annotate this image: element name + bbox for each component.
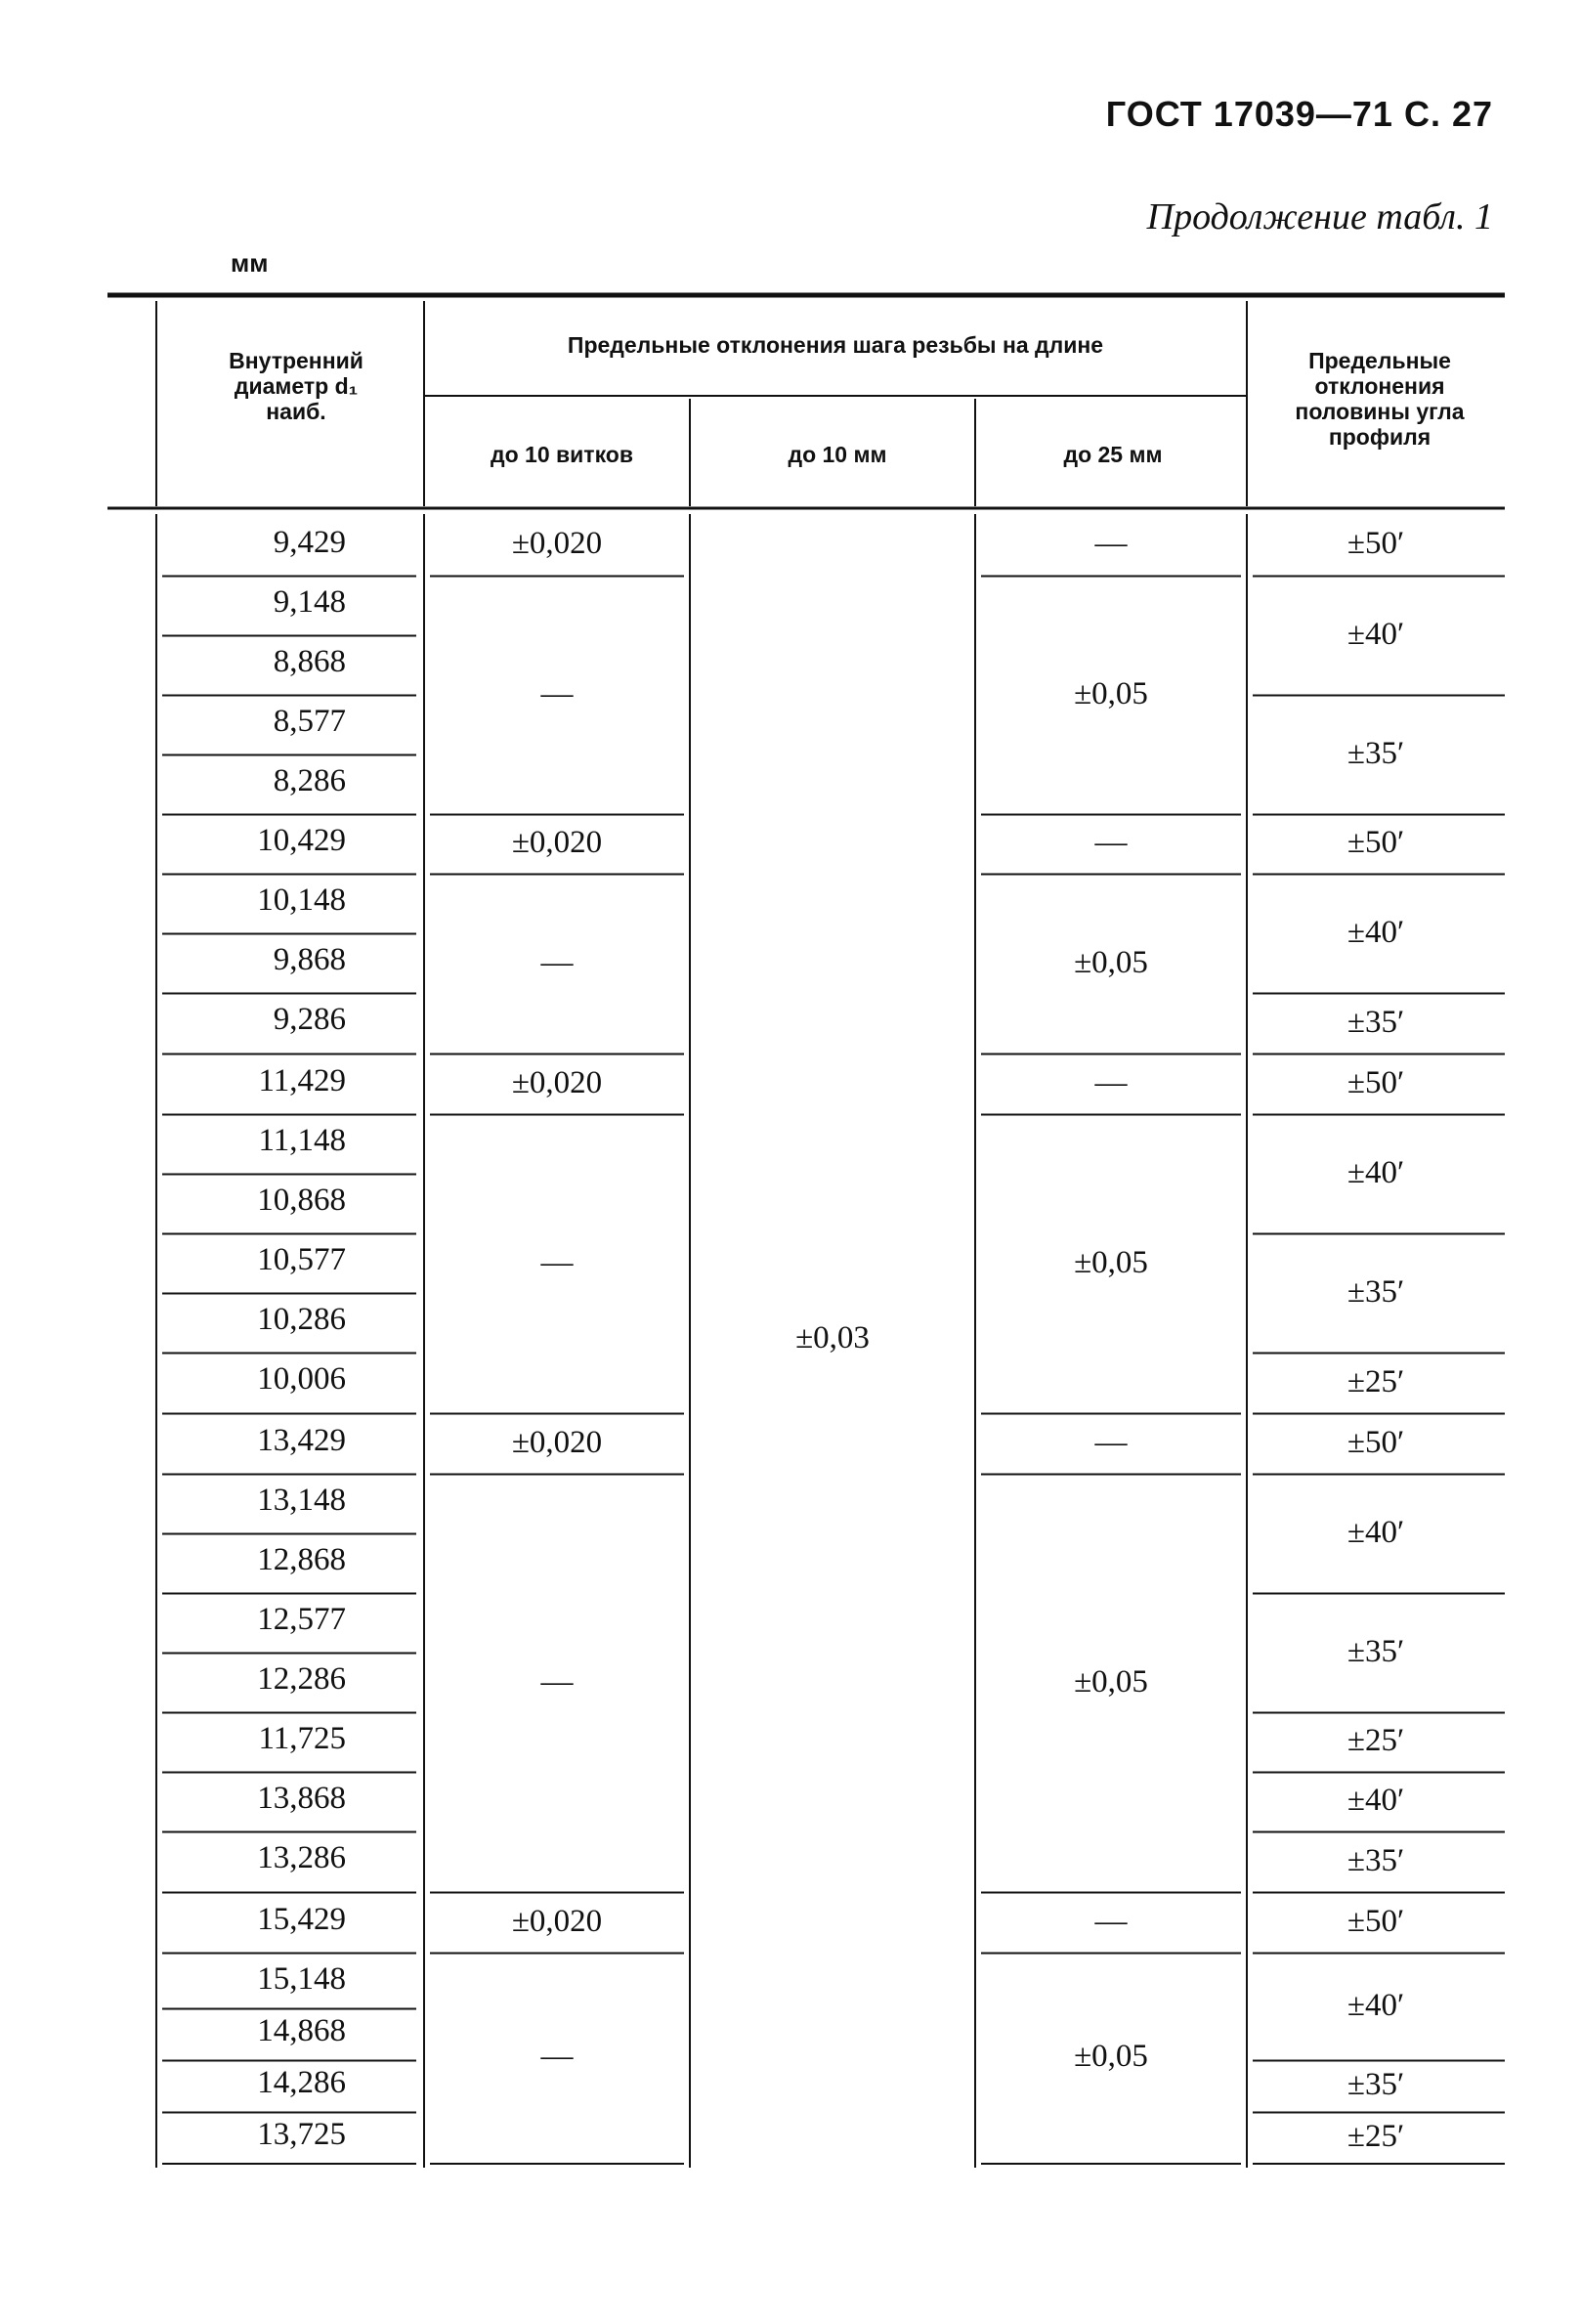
cell-up-to-25-mm: — <box>1094 825 1128 860</box>
cell-inner-diameter: 12,868 <box>257 1542 346 1577</box>
cell-half-angle-deviation: ±35′ <box>1346 1842 1405 1878</box>
cell-up-to-25-mm: ±0,05 <box>1074 2039 1148 2075</box>
cell-half-angle-deviation: ±40′ <box>1346 1987 1405 2023</box>
cell-inner-diameter: 10,429 <box>257 823 346 858</box>
cell-up-to-25-mm: — <box>1094 1903 1128 1939</box>
cell-half-angle-deviation: ±40′ <box>1346 1514 1405 1550</box>
header-inner-diameter <box>164 348 428 424</box>
cell-up-to-25-mm: — <box>1094 526 1128 562</box>
cell-inner-diameter: 13,429 <box>257 1423 346 1458</box>
cell-up-to-10-turns: — <box>540 1244 574 1280</box>
cell-up-to-10-turns: ±0,020 <box>511 1903 603 1939</box>
cell-half-angle-deviation: ±50′ <box>1346 1064 1405 1100</box>
cell-inner-diameter: 11,725 <box>258 1721 346 1756</box>
cell-half-angle-deviation: ±40′ <box>1346 1154 1405 1190</box>
cell-inner-diameter: 8,868 <box>273 644 346 679</box>
cell-half-angle-deviation: ±35′ <box>1346 1004 1405 1040</box>
unit-label: мм <box>231 248 269 278</box>
cell-half-angle-deviation: ±25′ <box>1346 1723 1405 1758</box>
cell-half-angle-deviation: ±40′ <box>1346 616 1405 652</box>
cell-up-to-25-mm: — <box>1094 1424 1128 1460</box>
cell-up-to-10-turns: ±0,020 <box>511 526 603 562</box>
cell-half-angle-deviation: ±50′ <box>1346 1903 1405 1939</box>
cell-inner-diameter: 13,286 <box>257 1840 346 1875</box>
cell-inner-diameter: 10,006 <box>257 1361 346 1397</box>
cell-inner-diameter: 15,429 <box>257 1902 346 1937</box>
cell-half-angle-deviation: ±35′ <box>1346 1273 1405 1310</box>
cell-up-to-25-mm: ±0,05 <box>1074 1244 1148 1280</box>
cell-up-to-10-turns: — <box>540 1663 574 1700</box>
cell-up-to-10-turns: — <box>540 2039 574 2075</box>
cell-inner-diameter: 14,868 <box>257 2013 346 2048</box>
cell-inner-diameter: 9,148 <box>273 584 346 620</box>
cell-up-to-10-turns: ±0,020 <box>511 1424 603 1460</box>
cell-up-to-10-turns: ±0,020 <box>511 825 603 860</box>
cell-inner-diameter: 14,286 <box>257 2065 346 2100</box>
page-header: ГОСТ 17039—71 С. 27 <box>1105 94 1493 134</box>
cell-inner-diameter: 15,148 <box>257 1961 346 1997</box>
cell-inner-diameter: 13,148 <box>257 1483 346 1518</box>
cell-half-angle-deviation: ±50′ <box>1346 1424 1405 1460</box>
cell-half-angle-deviation: ±35′ <box>1346 2067 1405 2102</box>
cell-half-angle-deviation: ±35′ <box>1346 735 1405 771</box>
cell-inner-diameter: 9,429 <box>273 525 346 560</box>
cell-up-to-10-turns: ±0,020 <box>511 1064 603 1100</box>
header-half-angle-text: Предельные отклонения половины угла профиля <box>1295 348 1465 450</box>
cell-inner-diameter: 12,577 <box>257 1602 346 1637</box>
header-inner-diameter-text: Внутренний диаметр d₁ наиб. <box>229 348 363 424</box>
cell-inner-diameter: 11,148 <box>258 1123 346 1158</box>
cell-half-angle-deviation: ±40′ <box>1346 914 1405 950</box>
cell-up-to-25-mm: ±0,05 <box>1074 1663 1148 1700</box>
cell-inner-diameter: 8,577 <box>273 704 346 739</box>
cell-inner-diameter: 8,286 <box>273 763 346 798</box>
cell-inner-diameter: 13,725 <box>257 2117 346 2152</box>
cell-half-angle-deviation: ±40′ <box>1346 1783 1405 1818</box>
cell-inner-diameter: 10,148 <box>257 882 346 918</box>
cell-inner-diameter: 10,286 <box>257 1302 346 1337</box>
cell-inner-diameter: 10,577 <box>257 1242 346 1277</box>
cell-inner-diameter: 12,286 <box>257 1661 346 1697</box>
header-pitch-deviation: Предельные отклонения шага резьбы на длине <box>567 332 1104 358</box>
cell-up-to-10-mm: ±0,03 <box>795 1319 870 1356</box>
cell-inner-diameter: 9,868 <box>273 942 346 977</box>
cell-inner-diameter: 11,429 <box>258 1063 346 1098</box>
header-half-angle-deviation <box>1253 348 1507 450</box>
cell-half-angle-deviation: ±50′ <box>1346 825 1405 860</box>
cell-up-to-25-mm: ±0,05 <box>1074 944 1148 980</box>
cell-half-angle-deviation: ±35′ <box>1346 1633 1405 1669</box>
header-up-to-10-mm: до 10 мм <box>788 442 887 467</box>
cell-up-to-10-turns: — <box>540 675 574 711</box>
header-up-to-25-mm: до 25 мм <box>1063 442 1163 467</box>
cell-half-angle-deviation: ±25′ <box>1346 1363 1405 1399</box>
cell-up-to-25-mm: ±0,05 <box>1074 675 1148 711</box>
cell-inner-diameter: 9,286 <box>273 1002 346 1037</box>
cell-up-to-25-mm: — <box>1094 1064 1128 1100</box>
table-caption: Продолжение табл. 1 <box>1146 196 1493 237</box>
header-up-to-10-turns: до 10 витков <box>491 442 633 467</box>
cell-half-angle-deviation: ±50′ <box>1346 526 1405 562</box>
cell-inner-diameter: 13,868 <box>257 1781 346 1816</box>
cell-inner-diameter: 10,868 <box>257 1183 346 1218</box>
cell-up-to-10-turns: — <box>540 944 574 980</box>
cell-half-angle-deviation: ±25′ <box>1346 2118 1405 2154</box>
